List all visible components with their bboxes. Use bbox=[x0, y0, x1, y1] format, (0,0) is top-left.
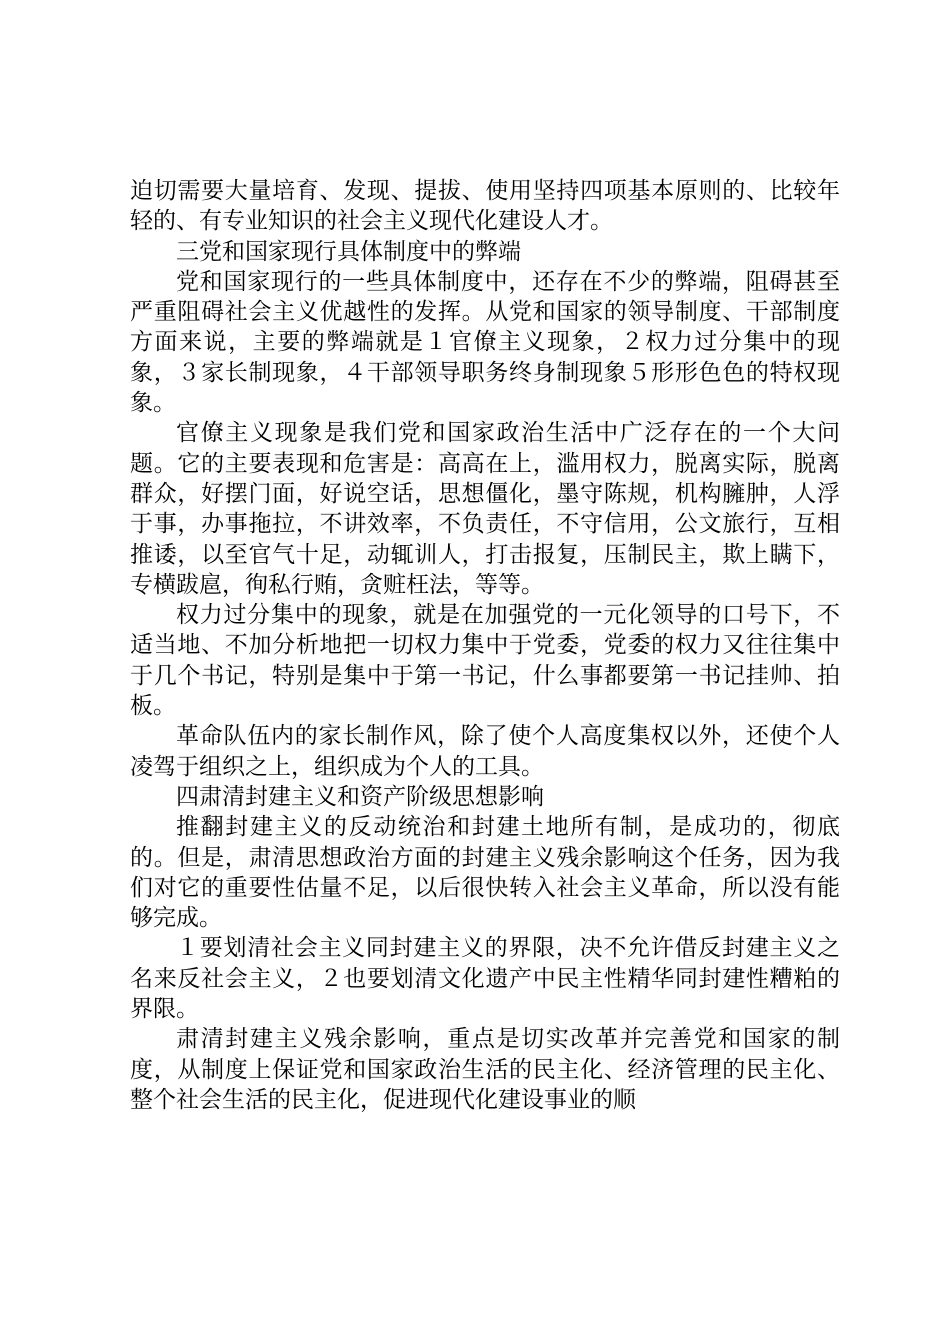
paragraph-3: 官僚主义现象是我们党和国家政治生活中广泛存在的一个大问题。它的主要表现和危害是：高高在上，滥用权力，脱离实际，脱离群众，好摆门面，好说空话，思想僵化，墨守陈规，机构臃肿，人浮于事，办事拖拉，不讲效率，不负责任，不守信用，公文旅行，互相推诿，以至官气十足，动辄训人，打击报复，压制民主，欺上瞒下，专横跋扈，徇私行贿，贪赃枉法，等等。 bbox=[130, 420, 840, 598]
paragraph-2: 党和国家现行的一些具体制度中，还存在不少的弊端，阻碍甚至严重阻碍社会主义优越性的发挥。从党和国家的领导制度、干部制度方面来说，主要的弊端就是１官僚主义现象，２权力过分集中的现象，３家长制现象，４干部领导职务终身制现象５形形色色的特权现象。 bbox=[130, 268, 840, 417]
paragraph-7: １要划清社会主义同封建主义的界限，决不允许借反封建主义之名来反社会主义，２也要划清文化遗产中民主性精华同封建性糟粕的界限。 bbox=[130, 935, 840, 1023]
paragraph-1: 迫切需要大量培育、发现、提拔、使用坚持四项基本原则的、比较年轻的、有专业知识的社会主义现代化建设人才。 bbox=[130, 178, 840, 235]
section-heading-3: 三党和国家现行具体制度中的弊端 bbox=[176, 238, 521, 265]
document-body bbox=[130, 176, 840, 1115]
section-heading-4: 四肃清封建主义和资产阶级思想影响 bbox=[176, 783, 544, 810]
paragraph-4: 权力过分集中的现象，就是在加强党的一元化领导的口号下，不适当地、不加分析地把一切权力集中于党委，党委的权力又往往集中于几个书记，特别是集中于第一书记，什么事都要第一书记挂帅、拍板。 bbox=[130, 602, 840, 720]
paragraph-5: 革命队伍内的家长制作风，除了使个人高度集权以外，还使个人凌驾于组织之上，组织成为个人的工具。 bbox=[130, 723, 840, 780]
paragraph-6: 推翻封建主义的反动统治和封建土地所有制，是成功的，彻底的。但是，肃清思想政治方面的封建主义残余影响这个任务，因为我们对它的重要性估量不足，以后很快转入社会主义革命，所以没有能够完成。 bbox=[130, 814, 840, 932]
paragraph-8: 肃清封建主义残余影响，重点是切实改革并完善党和国家的制度，从制度上保证党和国家政治生活的民主化、经济管理的民主化、整个社会生活的民主化，促进现代化建设事业的顺 bbox=[130, 1026, 840, 1113]
